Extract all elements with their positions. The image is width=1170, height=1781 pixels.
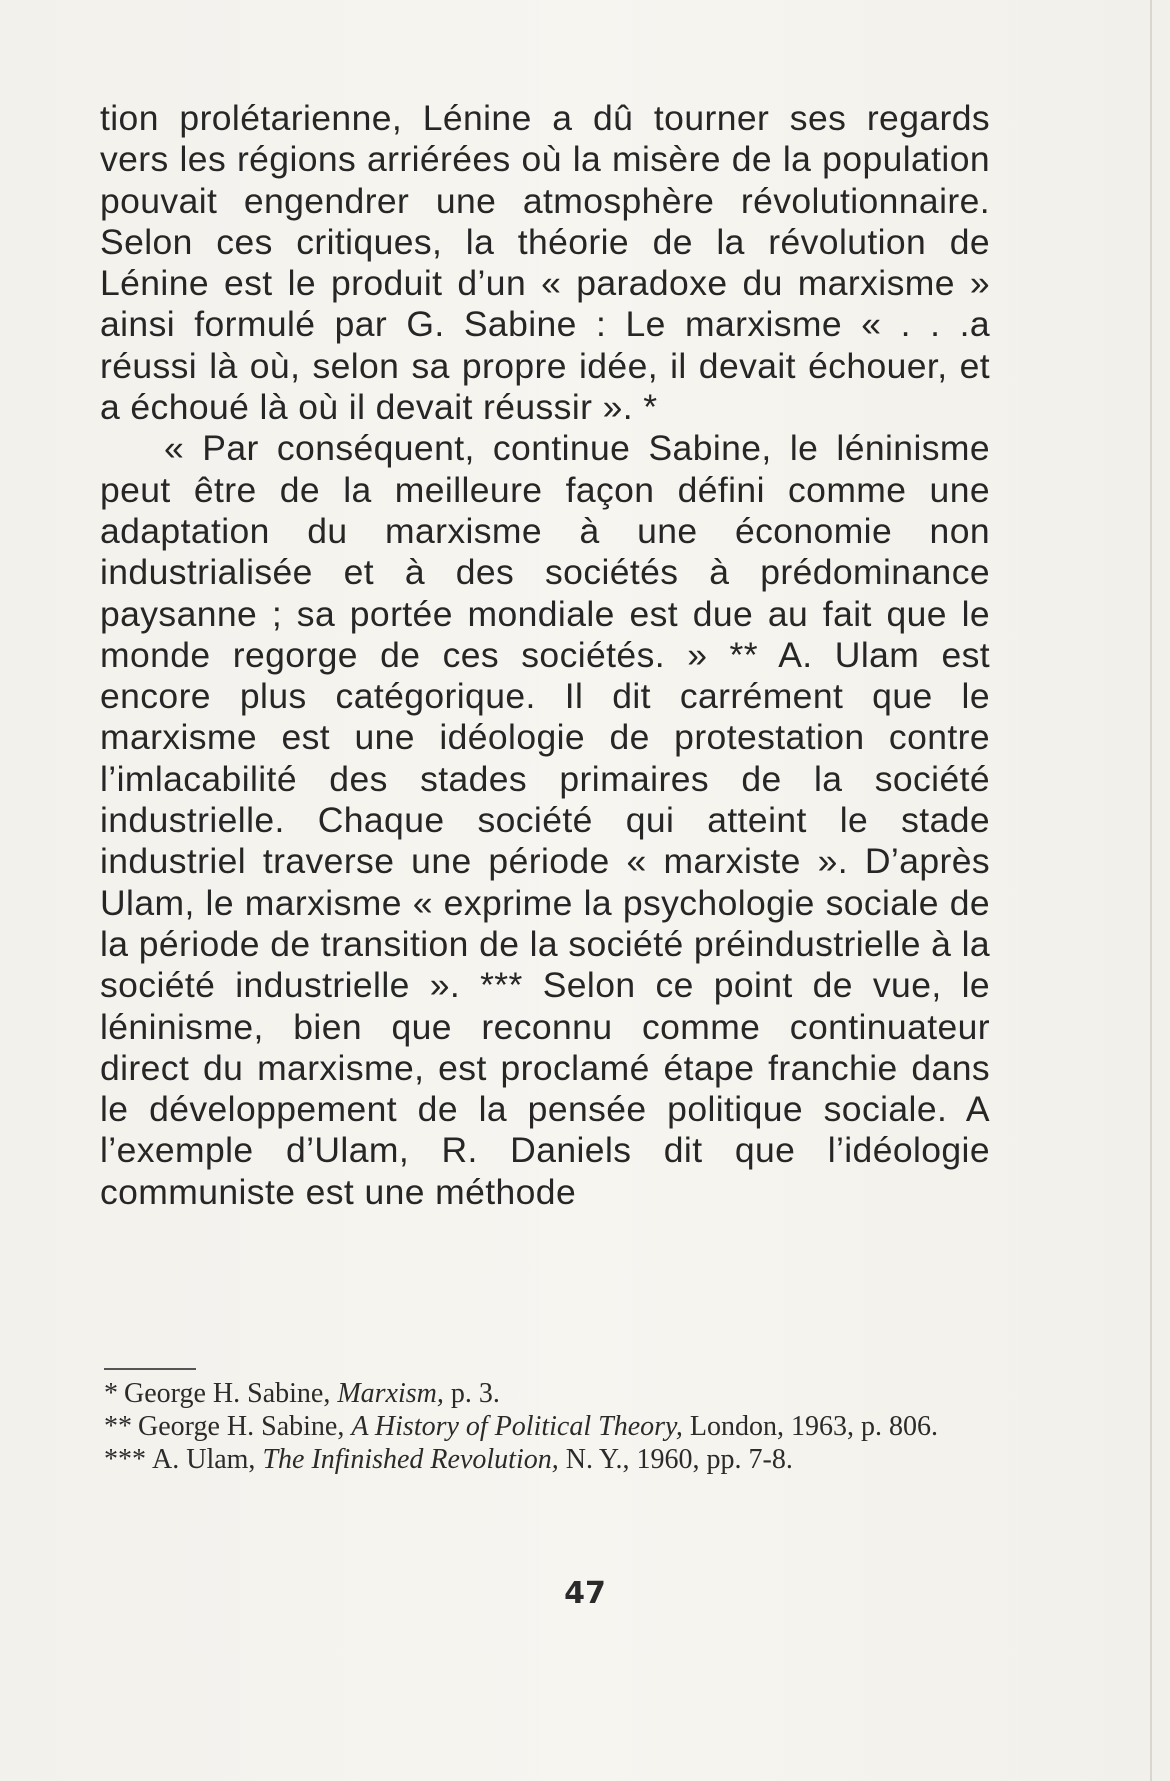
footnote-1 — [104, 1378, 992, 1409]
page-edge-line — [1150, 0, 1152, 1781]
footnote-title: A History of Political Theory, — [351, 1411, 683, 1442]
footnote-text: N. Y., 1960, pp. 7-8. — [558, 1444, 793, 1475]
footnote-3 — [104, 1444, 992, 1475]
footnote-text: p. 3. — [443, 1378, 500, 1409]
footnote-text: A. Ulam, — [152, 1444, 263, 1475]
footnote-text: London, 1963, p. 806. — [682, 1411, 939, 1442]
footnote-text: George H. Sabine, — [138, 1411, 352, 1442]
footnote-title: Marxism, — [337, 1378, 444, 1409]
paragraph-1: tion prolétarienne, Lénine a dû tourner ses regards vers les régions arriérées où la misère de la population pouvait engendrer une atmosphère révolutionnaire. Selon ces critiques, la théorie de la révolution de Lénine est le produit d’un « paradoxe du marxisme » ainsi formulé par G. Sabine : Le marxisme « . . .a réussi là où, selon sa propre idée, il devait échouer, et a échoué là où il devait réussir ». * — [100, 98, 990, 428]
paragraph-2: « Par conséquent, continue Sabine, le léninisme peut être de la meilleure façon défini comme une adaptation du marxisme à une économie non industrialisée et à des sociétés à prédominance paysanne ; sa portée mondiale est due au fait que le monde regorge de ces sociétés. » ** A. Ulam est encore plus catégorique. Il dit carrément que le marxisme est une idéologie de protestation contre l’imlacabilité des stades primaires de la société industrielle. Chaque société qui atteint le stade industriel traverse une période « marxiste ». D’après Ulam, le marxisme « exprime la psychologie sociale de la période de transition de la société préindustrielle à la société industrielle ». *** Selon ce point de vue, le léninisme, bien que reconnu comme continuateur direct du marxisme, est proclamé étape franchie dans le développement de la pensée politique sociale. A l’exemple d’Ulam, R. Daniels dit que l’idéologie communiste est une méthode — [100, 428, 990, 1212]
footnote-2 — [104, 1411, 992, 1442]
footnote-text: George H. Sabine, — [124, 1378, 338, 1409]
page-number: 47 — [564, 1576, 606, 1611]
footnotes — [104, 1378, 992, 1477]
footnote-separator — [104, 1368, 196, 1370]
footnote-mark: * — [104, 1378, 118, 1409]
footnote-title: The Infinished Revolution, — [262, 1444, 559, 1475]
footnote-mark: *** — [104, 1444, 146, 1475]
main-text — [100, 98, 990, 1213]
footnote-mark: ** — [104, 1411, 132, 1442]
